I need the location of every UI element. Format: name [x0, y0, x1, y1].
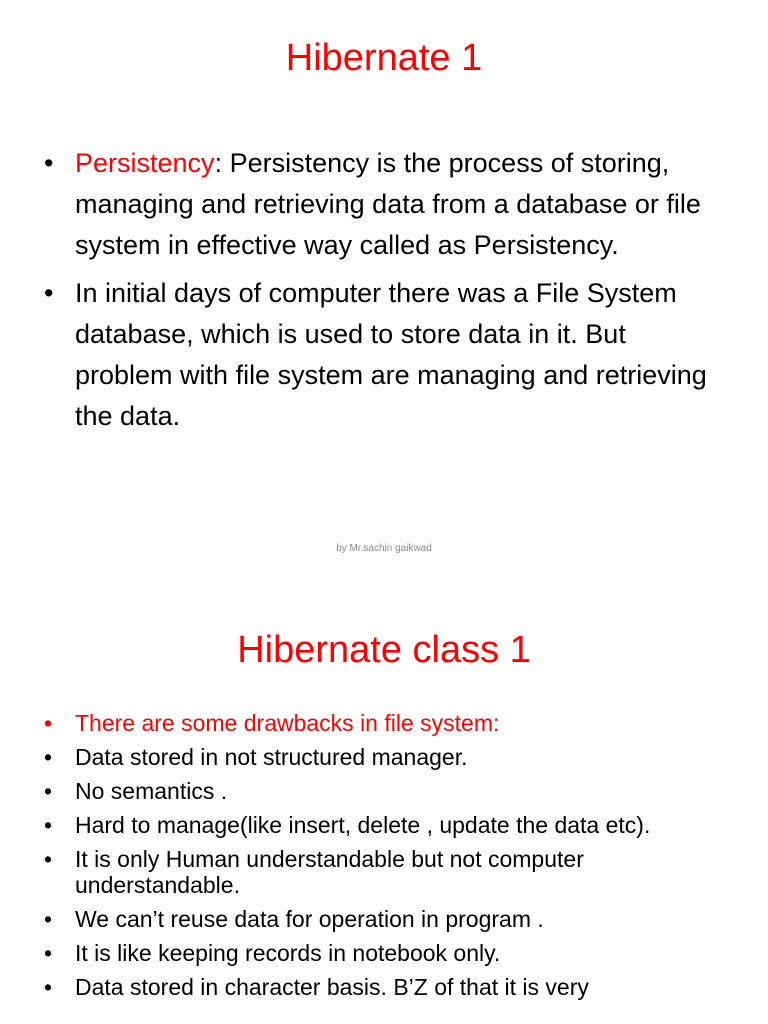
bullet-item — [44, 812, 724, 838]
bullet-item — [44, 906, 724, 932]
bullet-item — [44, 940, 724, 966]
bullet-text: : Persistency is the process of storing, managing and retrieving data from a database or file system in effective way called as Persistency. — [75, 148, 701, 260]
bullet-dot-icon: • — [44, 812, 53, 838]
bullet-dot-icon: • — [44, 744, 53, 770]
bullet-text: Data stored in character basis. B’Z of that it is very — [75, 974, 589, 1000]
bullet-dot-icon: • — [44, 778, 53, 804]
author-footer: by Mr.sachin gaikwad — [336, 543, 432, 554]
bullet-dot-icon: • — [44, 148, 54, 178]
slide-title: Hibernate 1 — [285, 37, 483, 79]
bullet-list — [44, 143, 724, 444]
bullet-text: Hard to manage(like insert, delete , update the data etc). — [75, 812, 651, 838]
bullet-text: In initial days of computer there was a File System database, which is used to store data in it. But problem with file system are managing and retrieving the data. — [75, 278, 707, 431]
bullet-dot-icon: • — [44, 278, 54, 308]
bullet-text: It is only Human understandable but not computer understandable. — [75, 846, 584, 898]
bullet-text: Data stored in not structured manager. — [75, 744, 468, 770]
bullet-text: It is like keeping records in notebook only. — [75, 940, 501, 966]
slide-hibernate-class-1 — [0, 580, 768, 1024]
bullet-item — [44, 846, 724, 898]
bullet-item-heading — [44, 710, 724, 736]
bullet-dot-icon: • — [44, 846, 53, 872]
bullet-dot-icon: • — [44, 940, 53, 966]
bullet-dot-icon: • — [44, 974, 53, 1000]
bullet-text: No semantics . — [75, 778, 228, 804]
bullet-item — [44, 974, 724, 1000]
bullet-dot-icon: • — [44, 710, 53, 736]
bullet-term: Persistency — [75, 148, 215, 178]
bullet-list — [44, 710, 724, 1008]
bullet-item — [44, 143, 724, 266]
bullet-text: There are some drawbacks in file system: — [75, 710, 500, 736]
bullet-item — [44, 744, 724, 770]
bullet-item — [44, 273, 724, 437]
bullet-item — [44, 778, 724, 804]
bullet-dot-icon: • — [44, 906, 53, 932]
bullet-text: We can’t reuse data for operation in program . — [75, 906, 544, 932]
slide-title: Hibernate class 1 — [237, 629, 531, 671]
